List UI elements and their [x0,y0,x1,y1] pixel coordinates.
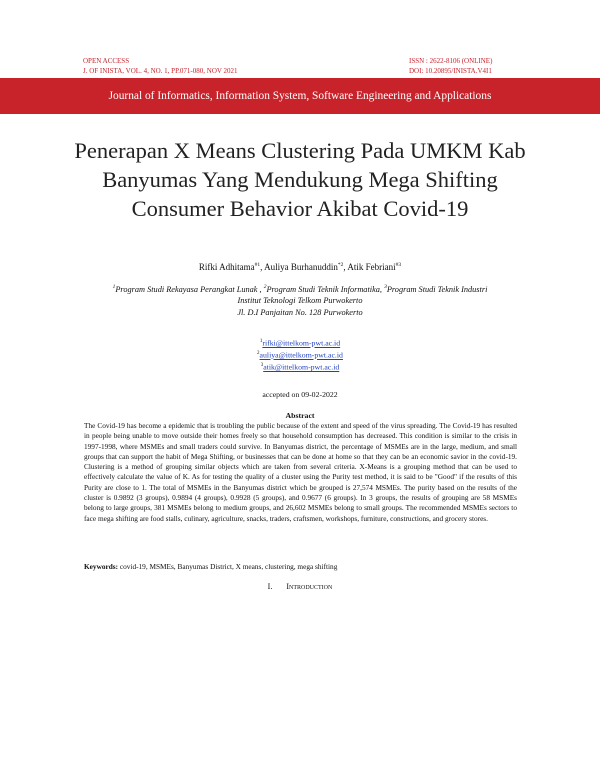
journal-meta-left [83,56,238,76]
email-link-3[interactable]: atik@ittelkom-pwt.ac.id [263,362,340,372]
journal-banner [0,78,600,114]
author-2-mark: *2 [337,262,344,268]
journal-meta-right [409,56,492,76]
journal-name: Journal of Informatics, Information System, Software Engineering and Applications [108,90,492,102]
program-3: Program Studi Teknik Industri [386,284,488,294]
keywords-label: Keywords: [84,562,119,571]
institute-name: Institut Teknologi Telkom Purwokerto [237,296,363,306]
section-number: I. [267,582,273,591]
keywords-list: covid-19, MSMEs, Banyumas District, X means, clustering, mega shifting [119,562,338,571]
abstract-heading: Abstract [285,411,315,420]
author-3: Atik Febriani [347,262,396,272]
author-3-mark: #3 [395,262,402,268]
author-1-mark: #1 [254,262,261,268]
abstract-body: The Covid-19 has become a epidemic that is troubling the public because of the extent and speed of the virus spreading. The Covid-19 has resulted in people being unable to move outside their homes freely so that household consumption has decreased. This condition is similar to the crisis in 1997-1998, where MSMEs and small traders could survive. In Banyumas district, the percentage of MSMEs are in the large, medium, and small groups that can support the habit of Mega Shifting, or businesses that can be done at home so that they can be an economic savior in the covid-19. Clustering is a method of grouping similar objects which are taken from several criteria. X-Means is a grouping method that can be used to effectively calculate the value of K. As for testing the quality of a cluster using the Purity test method, it is said to be "Good" if the results of this Purity are close to 1. The total of MSMEs in the Banyumas district which be grouped is 27,574 MSMEs. The purity based on the results of the cluster is 0.9892 (3 groups), 0.9894 (4 groups), 0.9928 (5 groups), and 0.9677 (6 groups). In 3 groups, the results of grouping are 58 MSMEs belong to large groups, 381 MSMEs belong to medium groups, and 26,602 MSMEs belong to small groups. The recommended MSMEs sectors to face mega shifting are food stalls, culinary, agriculture, snacks, traders, craftsmen, workshops, furniture, constructions, and grocery stores. [84,421,517,523]
email-link-1[interactable]: rifki@ittelkom-pwt.ac.id [262,338,341,348]
section-title: Introduction [286,582,333,591]
accepted-date: accepted on 09-02-2022 [262,390,338,399]
author-2: Auliya Burhanuddin [264,262,338,272]
open-access-label: OPEN ACCESS [83,57,130,65]
paper-title: Penerapan X Means Clustering Pada UMKM Kab Banyumas Yang Mendukung Mega Shifting Consumer Behavior Akibat Covid-19 [74,138,526,221]
email-list: $^1$rifki@ittelkom-pwt.ac.id $^2$auliya@ittelkom-pwt.ac.id $^3$atik@ittelkom-pwt.ac.id [257,338,343,372]
author-line: Rifki Adhitama$^{\#1}$, Auliya Burhanuddin$^{*2}$, Atik Febriani$^{\#3}$ [198,262,402,272]
programs-line: $^1$Program Studi Rekayasa Perangkat Lunak , $^2$Program Studi Teknik Informatika, $^3$Program Studi Teknik Industri [112,284,488,294]
keywords-line [84,562,517,571]
issn-line: ISSN : 2622-8106 (ONLINE) [409,57,493,65]
section-heading [0,582,600,591]
author-1: Rifki Adhitama [198,262,255,272]
email-link-2[interactable]: auliya@ittelkom-pwt.ac.id [259,350,343,360]
citation-line: J. OF INISTA, VOL. 4, NO. 1, PP.071-080, NOV 2021 [83,67,238,75]
institute-address: Jl. D.I Panjaitan No. 128 Purwokerto [237,307,363,317]
program-2: Program Studi Teknik Informatika, [266,284,382,294]
program-1: Program Studi Rekayasa Perangkat Lunak , [115,284,262,294]
doi-line: DOI: 10.20895/INISTA.V4I1 [409,67,492,75]
affiliations [90,282,510,318]
